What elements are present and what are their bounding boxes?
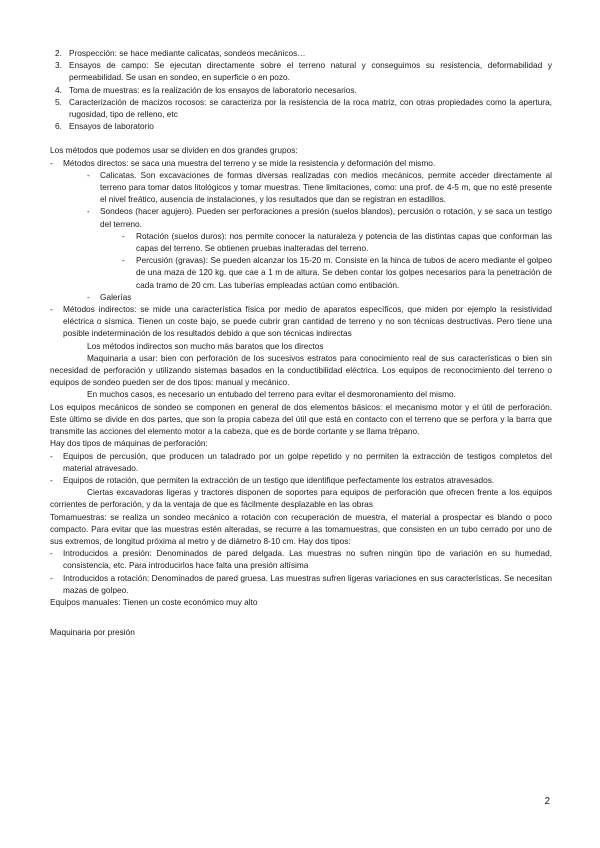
sondeos-item bbox=[50, 205, 552, 229]
entubado-paragraph: En muchos casos, es necesario un entubado del terreno para evitar el desmoronamiento del mismo. bbox=[87, 389, 456, 400]
bullet-marker: - bbox=[122, 230, 125, 241]
presion-item bbox=[50, 547, 552, 571]
list-number: 6. bbox=[55, 121, 62, 132]
dash-marker: - bbox=[50, 474, 53, 485]
dash-marker: - bbox=[50, 450, 53, 461]
list-text: Caracterización de macizos rocosos: se caracteriza por la resistencia de la roca matriz, con otras propiedades como la apertura, rugosidad, tipo de relleno, etc bbox=[69, 96, 552, 120]
calicatas-item bbox=[50, 169, 552, 206]
presion-text: Introducidos a presión: Denominados de pared delgada. Las muestras no sufren ningún tipo de variación en su humedad, consistencia, etc. Para introducirlos hace falta una presión altísima bbox=[63, 548, 552, 571]
excavadoras-paragraph: Ciertas excavadoras ligeras y tractores disponen de soportes para equipos de perforación que ofrecen frente a los equipos corrientes de perforación, y da la ventaja de que es fácilmente desplazable en las obras bbox=[50, 487, 552, 510]
list-item bbox=[50, 84, 552, 96]
list-number: 3. bbox=[55, 60, 62, 71]
list-item bbox=[50, 120, 552, 132]
sondeos-text: Sondeos (hacer agujero). Pueden ser perforaciones a presión (suelos blandos), percusión o rotación, y se saca un testigo del terreno. bbox=[100, 206, 552, 229]
galerias-item bbox=[50, 291, 552, 303]
maquinaria-paragraph: Maquinaria a usar: bien con perforación de los sucesivos estratos para conocimiento real de sus características o bien sin necesidad de perforación y utilizando sistemas basados en la conductibilidad eléctrica. Los equipos de reconocimiento del terreno o equipos de sondeo pueden ser de dos tipos: manual y mecánico. bbox=[50, 352, 552, 388]
page-number: 2 bbox=[544, 796, 550, 807]
percusion-equipment bbox=[50, 450, 552, 474]
dash-marker: - bbox=[50, 304, 53, 315]
rotacion-equipment bbox=[50, 474, 552, 486]
bullet-marker: - bbox=[122, 255, 125, 266]
eq-rotacion-text: Equipos de rotación, que permiten la extracción de un testigo que identifique perfectamente los estratos atravesados. bbox=[63, 474, 495, 485]
document-page bbox=[50, 47, 552, 638]
direct-text: Métodos directos: se saca una muestra del terreno y se mide la resistencia y deformación del mismo. bbox=[63, 157, 436, 168]
indirect-text: Métodos indirectos: se mide una característica física por medio de aparatos específicos, que miden por ejemplo la resistividad eléctrica o sísmica. Tienen un coste bajo, se puede cubrir gran cantidad de terreno y no son técnicas destructivas. Pero tiene una posible indeterminación de los resultados debido a que son técnicas indirectas bbox=[63, 304, 552, 339]
eq-percusion-text: Equipos de percusión, que producen un taladrado por un golpe repetido y no permiten la extracción de testigos completos del material atravesado. bbox=[63, 450, 552, 473]
rot2-text: Introducidos a rotación: Denominados de pared gruesa. Las muestras sufren ligeras variaciones en sus características. Se necesitan mazas de golpeo. bbox=[63, 572, 552, 595]
cheaper-paragraph: Los métodos indirectos son mucho más baratos que los directos bbox=[87, 340, 324, 351]
tipos-paragraph: Hay dos tipos de máquinas de perforación: bbox=[50, 438, 208, 449]
list-number: 2. bbox=[55, 48, 62, 58]
calicatas-text: Calicatas. Son excavaciones de formas diversas realizadas con medios mecánicos, permite acceder directamente al terreno para tomar datos litológicos y tomar muestras. Tiene limitaciones, como: una prof. de 4-5 m, que no esté presente el nivel freático, ausencia de instalaciones, y los resultados que dan se registran en estadillos. bbox=[100, 169, 552, 205]
tomamuestras-paragraph: Tomamuestras: se realiza un sondeo mecánico a rotación con recuperación de muestra, el material a prospectar es blando o poco compacto. Para evitar que las muestras estén alteradas, se recurre a las tomamuestras, que consisten en un tubo cerrado por uno de sus extremos, de longitud próxima al metro y de diámetro 8-10 cm. Hay dos tipos: bbox=[50, 511, 552, 546]
dash-marker: - bbox=[50, 157, 53, 168]
section-heading: Maquinaria por presión bbox=[50, 627, 135, 638]
rotacion2-item bbox=[50, 572, 552, 596]
list-text: Ensayos de laboratorio bbox=[69, 121, 154, 132]
list-item bbox=[50, 96, 552, 120]
numbered-list bbox=[50, 47, 552, 132]
percusion-text: Percusión (gravas): Se pueden alcanzar los 15-20 m. Consiste en la hinca de tubos de acero mediante el golpeo de una maza de 120 kg. que cae a 1 m de altura. Se deben contar los golpes necesarios para la penetración de cada tramo de 20 cm. Las tuberías empleadas actúan como entibación. bbox=[136, 255, 552, 290]
mecanicos-paragraph: Los equipos mecánicos de sondeo se componen en general de dos elementos básicos: el mecanismo motor y el útil de perforación. Este último se divide en dos partes, que son la propia cabeza del útil que está en contacto con el terreno que se perfora y la barra que transmite las acciones del elemento motor a la cabeza, que es de borde cortante y se llama trépano. bbox=[50, 401, 552, 437]
rotacion-text: Rotación (suelos duros): nos permite conocer la naturaleza y potencia de las distintas capas que conforman las capas del terreno. Se obtienen pruebas inalteradas del terreno. bbox=[136, 230, 552, 254]
intro-paragraph: Los métodos que podemos usar se dividen en dos grandes grupos: bbox=[50, 145, 298, 156]
list-text: Ensayos de campo: Se ejecutan directamente sobre el terreno natural y conseguimos su resistencia, deformabilidad y permeabilidad. Se usan en sondeo, en superficie o en pozo. bbox=[69, 60, 552, 83]
list-item bbox=[50, 59, 552, 83]
indirect-methods bbox=[50, 303, 552, 340]
list-text: Toma de muestras: es la realización de los ensayos de laboratorio necesarios. bbox=[69, 84, 357, 95]
list-number: 4. bbox=[55, 84, 62, 95]
direct-methods bbox=[50, 157, 552, 169]
bullet-marker: - bbox=[87, 169, 90, 180]
percusion-item bbox=[50, 254, 552, 291]
dash-marker: - bbox=[50, 572, 53, 583]
rotacion-item bbox=[50, 230, 552, 254]
manuales-paragraph: Equipos manuales: Tienen un coste económico muy alto bbox=[50, 596, 258, 607]
list-item bbox=[50, 47, 552, 59]
list-number: 5. bbox=[55, 96, 62, 107]
bullet-marker: - bbox=[87, 291, 90, 302]
dash-marker: - bbox=[50, 548, 53, 559]
galerias-text: Galerías bbox=[100, 291, 132, 302]
list-text: Prospección: se hace mediante calicatas, sondeos mecánicos… bbox=[69, 48, 306, 58]
bullet-marker: - bbox=[87, 206, 90, 217]
